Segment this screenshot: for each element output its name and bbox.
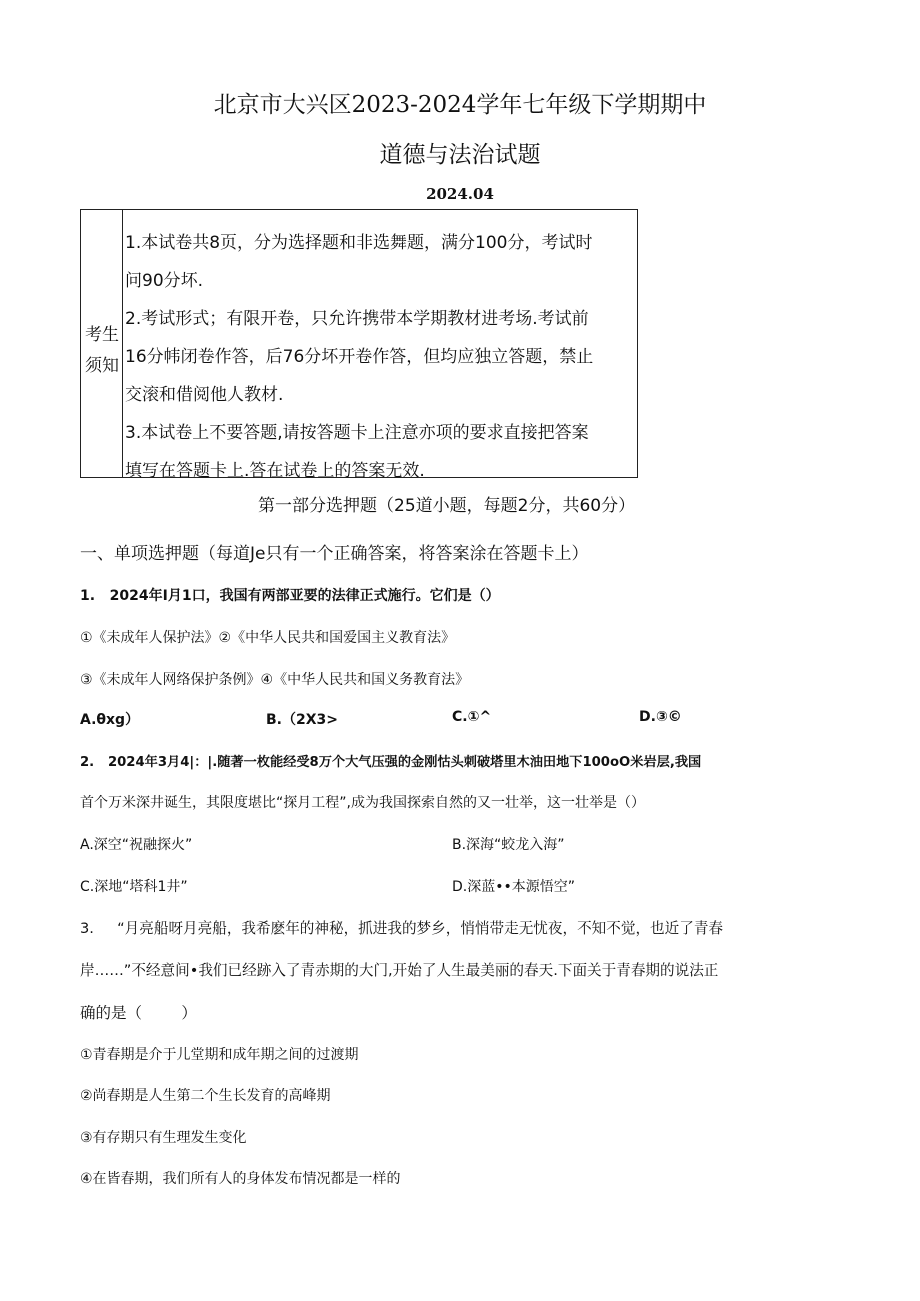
- question-2-option-b: B.深海“蛟龙入海”: [452, 837, 565, 853]
- notice-line: 交滚和借阅他人教材.: [125, 385, 284, 405]
- question-3-item: ④在皆春期，我们所有人的身体发布情况都是一样的: [80, 1171, 401, 1187]
- notice-label-cell: [81, 210, 123, 477]
- question-3-item: ②尚春期是人生第二个生长发育的高峰期: [80, 1088, 331, 1104]
- notice-line: 1.本试卷共8页，分为选择题和非选舞题，满分100分，考试时: [125, 233, 593, 253]
- question-1-option-d: D.③©: [639, 709, 682, 725]
- question-3-item: ①青春期是介于儿堂期和成年期之间的过渡期: [80, 1047, 359, 1063]
- question-2-stem-line1: 2. 2024年3月4|：|.随著一枚能经受8万个大气压强的金刚怙头刺破塔里木油田地下100oO米岩层,我国: [80, 755, 702, 770]
- notice-line: 16分帏闭卷作答，后76分坏开卷作答，但均应独立答题，禁止: [125, 347, 594, 367]
- notice-line: 填写在答题卡上.答在试卷上的答案无效.: [125, 461, 425, 481]
- section1-heading: 一、单项选押题（每道Je只有一个正确答案，将答案涂在答题卡上）: [80, 544, 589, 564]
- part1-heading: 第一部分选押题（25道小题，每题2分，共60分）: [258, 496, 636, 516]
- notice-line: 问90分坏.: [125, 271, 204, 291]
- notice-line: 3.本试卷上不要答题,请按答题卡上注意亦项的要求直接把答案: [125, 423, 589, 443]
- question-1-option-c: C.①^: [452, 709, 492, 725]
- question-3-stem-line3: 确的是（ ）: [80, 1004, 197, 1022]
- question-1-option-a: A.θxg）: [80, 712, 140, 728]
- question-1-option-b: B.（2X3>: [266, 712, 338, 728]
- question-3-item: ③有存期只有生理发生变化: [80, 1130, 247, 1146]
- exam-title-line1: 北京市大兴区2023-2024学年七年级下学期期中: [213, 92, 707, 118]
- question-3-stem-line2: 岸……”不经意间•我们已经跡入了青赤期的大门,开始了人生最美丽的春天.下面关于青春期的说法正: [80, 962, 719, 979]
- exam-title-line2: 道德与法治试题: [379, 142, 541, 168]
- question-2-option-d: D.深蓝••本源悟空”: [452, 879, 575, 895]
- question-2-option-c: C.深地“塔科1井”: [80, 879, 188, 895]
- question-1-stem: 1. 2024年I月1口，我国有两部亚要的法律正式施行。它们是（）: [80, 588, 500, 604]
- notice-label: 考生须知: [85, 325, 119, 376]
- exam-date: 2024.04: [426, 185, 494, 203]
- question-1-item: ③《未成年人网络保护条例》④《中华人民共和国义务教育法》: [80, 672, 470, 688]
- question-2-stem-line2: 首个万米深井诞生，其限度堪比“探月工程”,成为我国探索自然的又一壮举，这一壮举是（）: [80, 795, 645, 811]
- notice-line: 2.考试形式；有限开卷，只允许携带本学期教材进考场.考试前: [125, 309, 589, 329]
- examinee-notice-table: [80, 209, 638, 481]
- question-2-option-a: A.深空“祝融探火”: [80, 837, 193, 853]
- question-1-item: ①《未成年人保护法》②《中华人民共和国爱国主义教育法》: [80, 630, 456, 646]
- question-3-stem-line1: 3. “月亮船呀月亮船，我希麽年的神秘，抓进我的梦乡，悄悄带走无忧夜，不知不觉，也近了青春: [80, 920, 724, 937]
